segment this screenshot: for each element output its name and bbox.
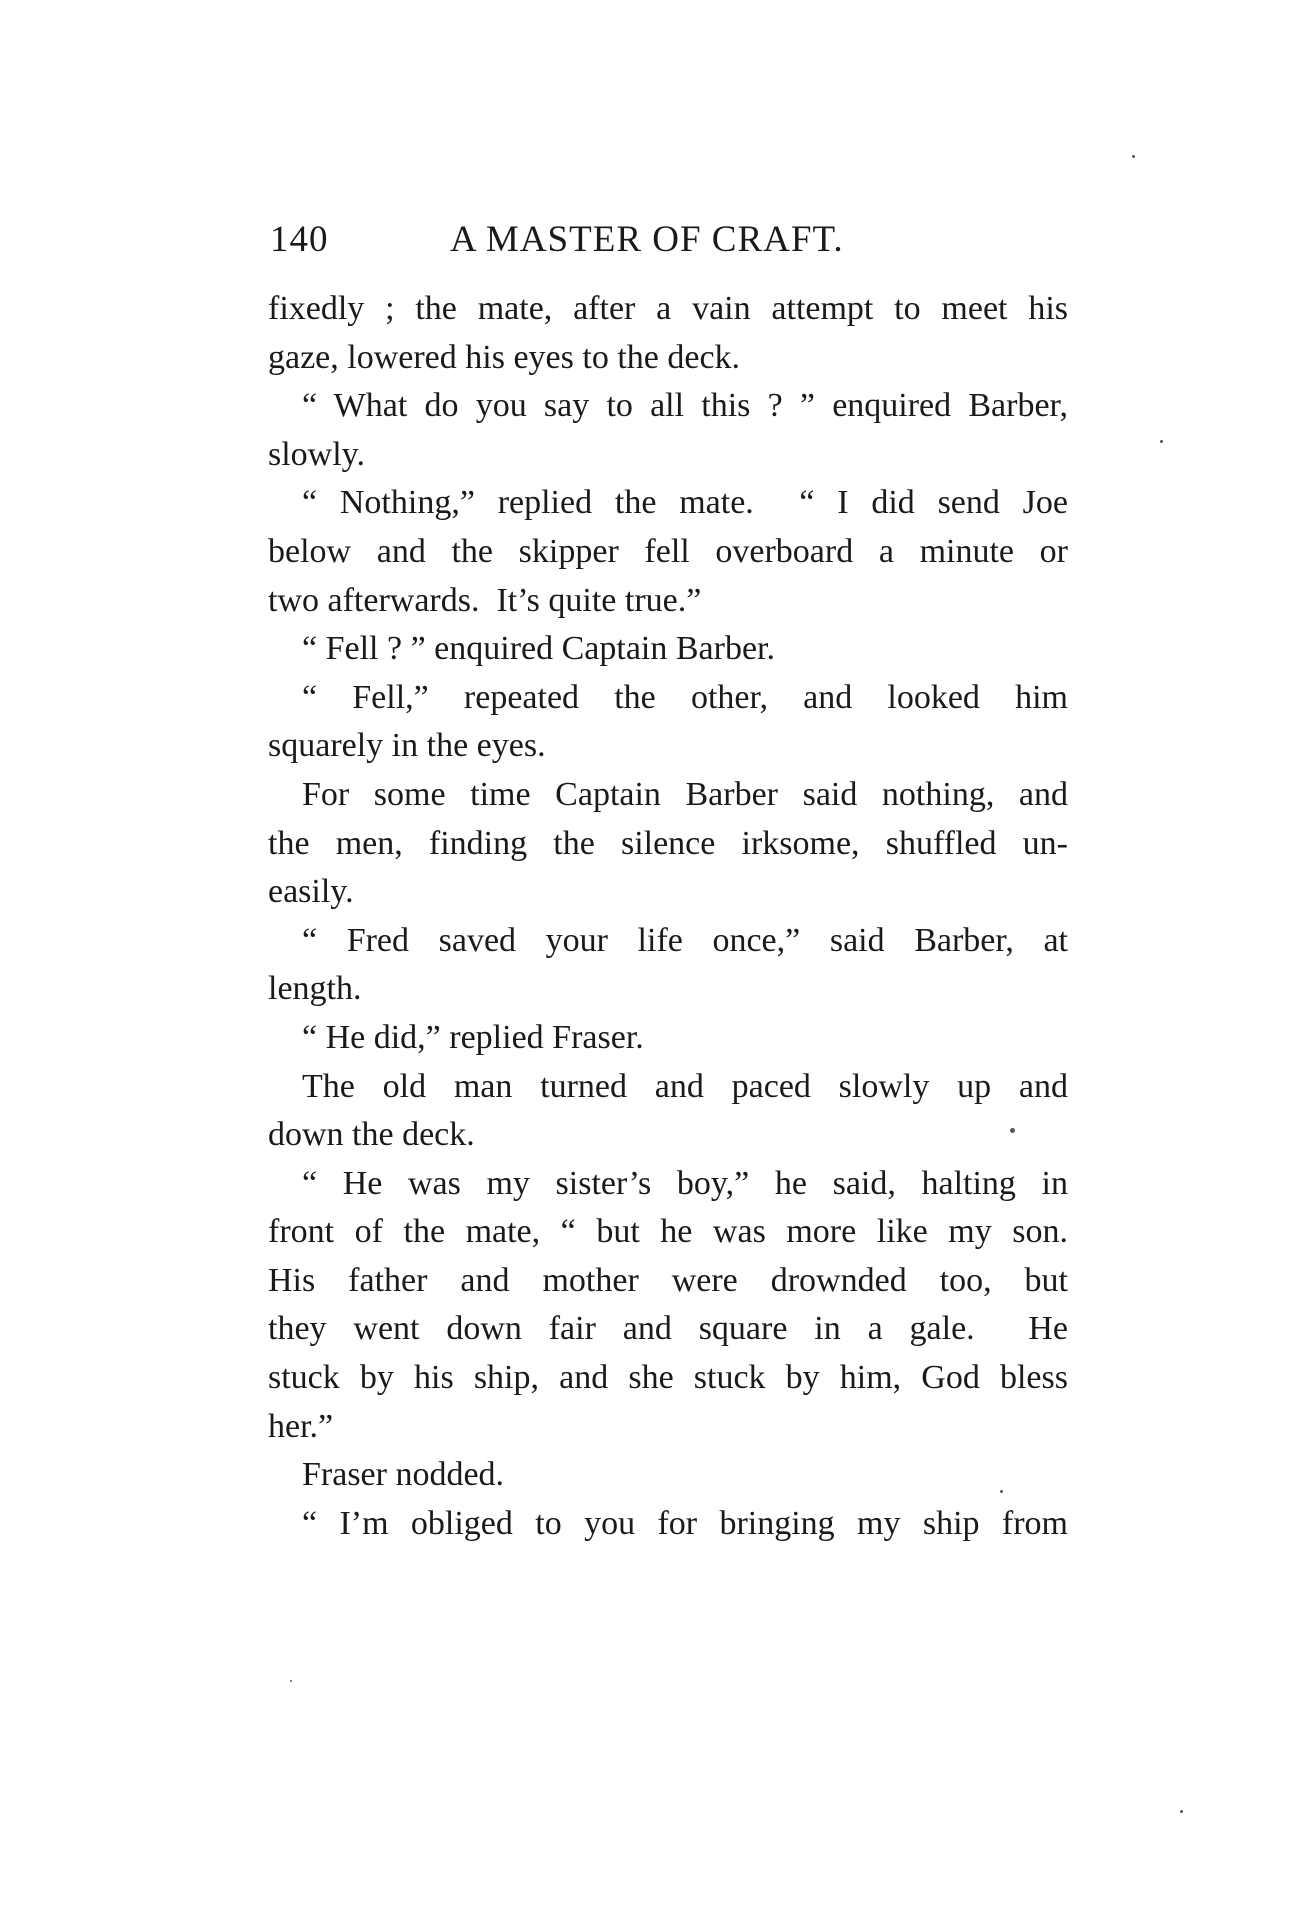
text-line: “ Fred saved your life once,” said Barber, at <box>302 921 1068 959</box>
text-line: length. <box>268 970 362 1008</box>
page-number: 140 <box>270 219 329 260</box>
text-line: gaze, lowered his eyes to the deck. <box>268 338 741 376</box>
scan-speck <box>1160 440 1163 443</box>
text-line: “ I’m obliged to you for bringing my ship from <box>302 1504 1068 1542</box>
scan-speck <box>1180 1810 1183 1813</box>
text-line: “ Nothing,” replied the mate. “ I did send Joe <box>302 484 1068 522</box>
text-line: “ He was my sister’s boy,” he said, halting in <box>302 1164 1068 1202</box>
text-line: “ Fell,” repeated the other, and looked him <box>302 678 1068 716</box>
body-text <box>268 285 1068 1548</box>
text-line: down the deck. <box>268 1116 475 1154</box>
text-line: fixedly ; the mate, after a vain attempt to meet his <box>268 290 1068 327</box>
text-line: front of the mate, “ but he was more like my son. <box>268 1213 1068 1251</box>
text-line: The old man turned and paced slowly up and <box>302 1067 1068 1105</box>
page-header <box>270 218 1070 268</box>
text-line: they went down fair and square in a gale. He <box>268 1310 1068 1348</box>
text-line: below and the skipper fell overboard a minute or <box>268 532 1068 570</box>
text-line: her.” <box>268 1407 334 1445</box>
scan-speck <box>1132 155 1135 158</box>
text-line: slowly. <box>268 435 365 473</box>
text-line: For some time Captain Barber said nothing, and <box>302 775 1068 813</box>
text-line: stuck by his ship, and she stuck by him, God bless <box>268 1359 1068 1397</box>
scan-speck <box>290 1680 292 1682</box>
text-line: “ He did,” replied Fraser. <box>302 1018 644 1056</box>
scan-speck <box>1000 1490 1003 1493</box>
text-line: squarely in the eyes. <box>268 727 546 765</box>
text-line: His father and mother were drownded too, but <box>268 1261 1068 1299</box>
text-line: “ Fell ? ” enquired Captain Barber. <box>302 630 775 668</box>
scan-speck <box>1010 1128 1015 1133</box>
text-line: “ What do you say to all this ? ” enquired Barber, <box>302 387 1068 425</box>
text-line: the men, finding the silence irksome, shuffled un- <box>268 824 1068 862</box>
text-line: two afterwards. It’s quite true.” <box>268 581 702 619</box>
running-title: A MASTER OF CRAFT. <box>450 219 844 260</box>
text-line: easily. <box>268 873 354 911</box>
text-line: Fraser nodded. <box>302 1456 505 1494</box>
